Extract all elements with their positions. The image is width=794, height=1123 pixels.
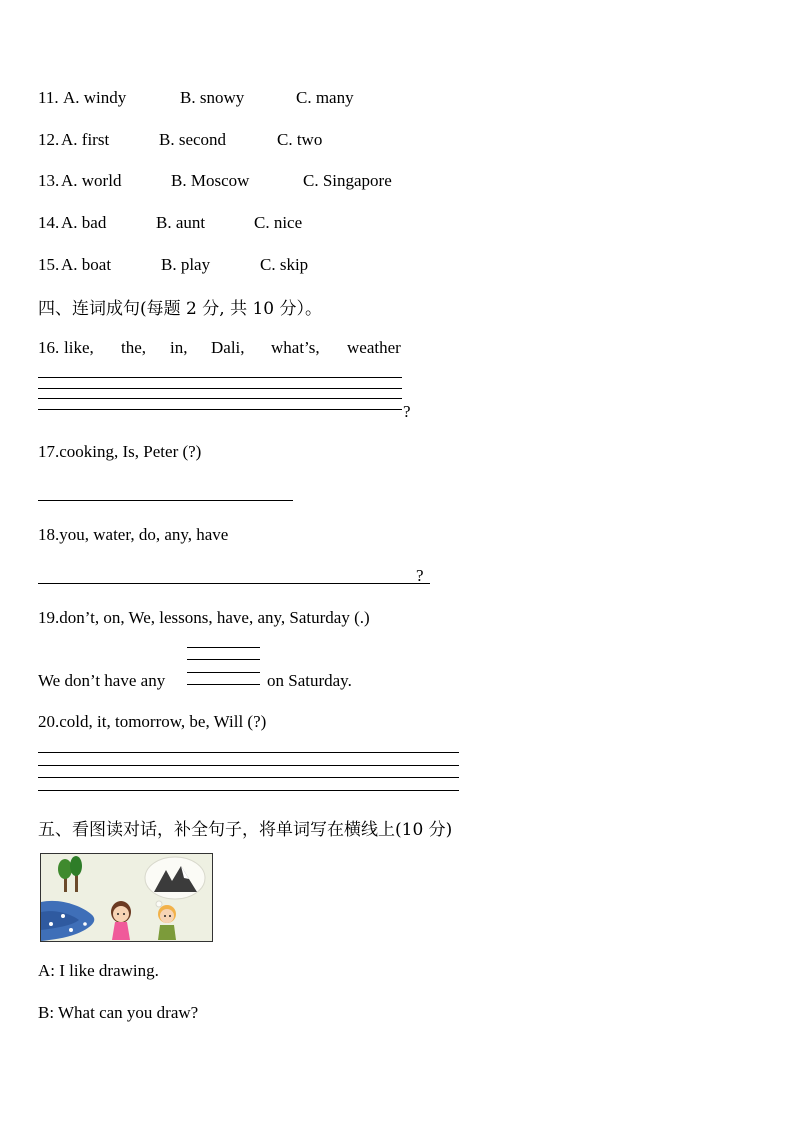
word: Dali, — [211, 338, 245, 357]
option-b: B. aunt — [156, 213, 206, 232]
option-a: A. world — [61, 171, 122, 190]
answer-line[interactable] — [38, 398, 402, 399]
answer-line[interactable] — [38, 583, 430, 584]
word: the, — [121, 338, 147, 357]
option-c: C. skip — [260, 255, 309, 274]
prompt: 19.don’t, on, We, lessons, have, any, Saturday (.) — [38, 608, 370, 627]
option-a: A. first — [61, 130, 110, 149]
option-c: C. nice — [254, 213, 303, 232]
question-number: 13. — [38, 171, 60, 190]
option-a: A. windy — [63, 88, 127, 107]
answer-line[interactable] — [187, 672, 260, 673]
option-a: A. boat — [61, 255, 112, 274]
answer-line[interactable] — [38, 765, 459, 766]
question-number: 12. — [38, 130, 60, 149]
option-c: C. many — [296, 88, 354, 107]
option-c: C. two — [277, 130, 323, 149]
question-mark: ? — [403, 402, 411, 421]
prompt: 17.cooking, Is, Peter (?) — [38, 442, 202, 461]
question-number: 16. — [38, 338, 60, 357]
word: what’s, — [271, 338, 320, 357]
illustration — [40, 853, 213, 942]
question-mark: ? — [416, 566, 424, 585]
answer-line[interactable] — [38, 500, 293, 501]
question-number: 11. — [38, 88, 59, 107]
word: in, — [170, 338, 188, 357]
dialog-line-a: A: I like drawing. — [38, 961, 159, 980]
prompt: 20.cold, it, tomorrow, be, Will (?) — [38, 712, 267, 731]
option-b: B. Moscow — [171, 171, 250, 190]
answer-line[interactable] — [38, 777, 459, 778]
option-b: B. play — [161, 255, 211, 274]
answer-line[interactable] — [187, 647, 260, 648]
answer-line[interactable] — [38, 388, 402, 389]
option-c: C. Singapore — [303, 171, 392, 190]
section4-heading: 四、连词成句(每题 2 分, 共 10 分）。 — [38, 299, 323, 319]
option-a: A. bad — [61, 213, 107, 232]
option-b: B. second — [159, 130, 227, 149]
answer-line[interactable] — [187, 659, 260, 660]
answer-line[interactable] — [187, 684, 260, 685]
sentence-start: We don’t have any — [38, 671, 166, 690]
answer-line[interactable] — [38, 752, 459, 753]
answer-line[interactable] — [38, 377, 402, 378]
dialog-line-b: B: What can you draw? — [38, 1003, 199, 1022]
option-b: B. snowy — [180, 88, 245, 107]
answer-line[interactable] — [38, 790, 459, 791]
answer-line[interactable] — [38, 409, 402, 410]
word: weather — [347, 338, 401, 357]
word: like, — [64, 338, 94, 357]
sentence-end: on Saturday. — [267, 671, 352, 690]
section5-heading: 五、看图读对话，补全句子，将单词写在横线上(10 分) — [38, 820, 453, 840]
prompt: 18.you, water, do, any, have — [38, 525, 229, 544]
question-number: 14. — [38, 213, 60, 232]
illustration-drawing — [41, 854, 212, 941]
question-number: 15. — [38, 255, 60, 274]
